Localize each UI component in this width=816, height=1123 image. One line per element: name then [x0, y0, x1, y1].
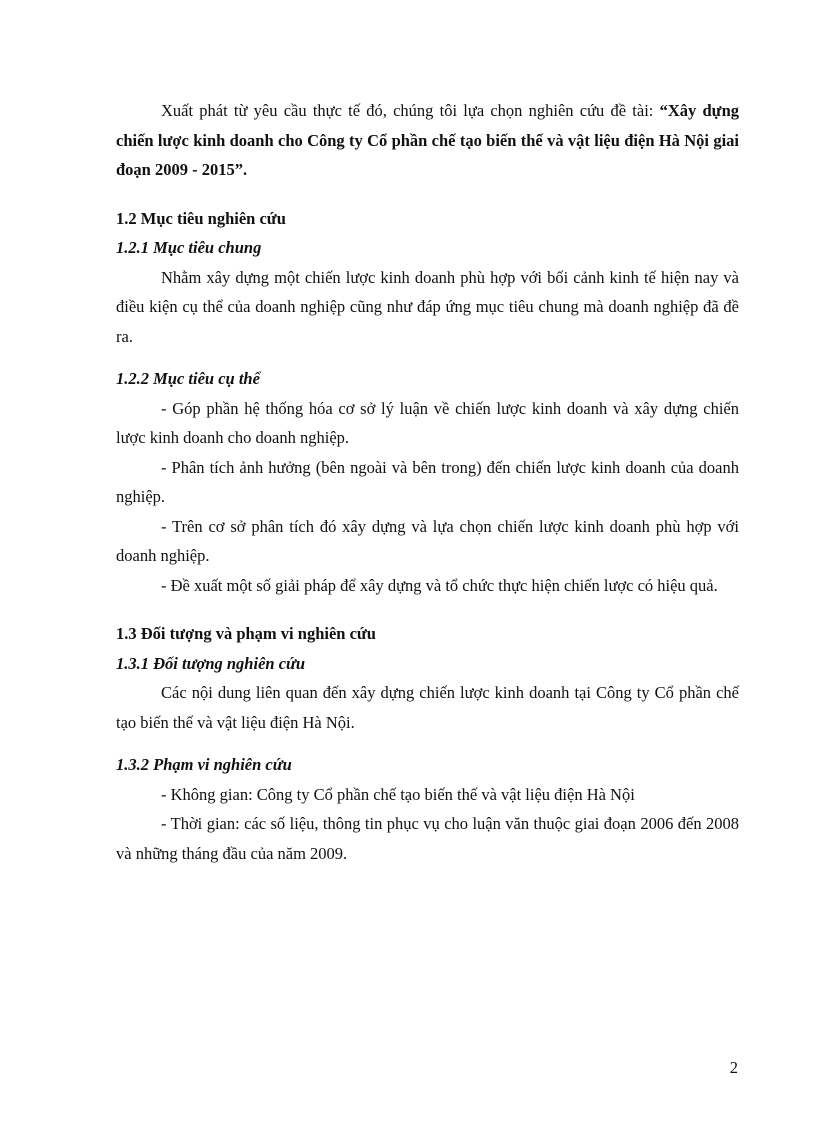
section-heading-1-2: 1.2 Mục tiêu nghiên cứu — [116, 208, 286, 228]
intro-paragraph — [116, 96, 739, 185]
specific-objective-item: - Trên cơ sở phân tích đó xây dựng và lựa chọn chiến lược kinh doanh phù hợp với doanh nghiệp. — [116, 516, 739, 565]
subsection-heading-1-2-2: 1.2.2 Mục tiêu cụ thể — [116, 369, 260, 388]
research-scope-item: - Thời gian: các số liệu, thông tin phục vụ cho luận văn thuộc giai đoạn 2006 đến 2008 và những tháng đầu của năm 2009. — [116, 814, 739, 863]
specific-objective-item: - Góp phần hệ thống hóa cơ sở lý luận về chiến lược kinh doanh và xây dựng chiến lược kinh doanh cho doanh nghiệp. — [116, 398, 739, 447]
thesis-title: “Xây dựng chiến lược kinh doanh cho Công ty Cổ phần chế tạo biến thế và vật liệu điện Hà Nội giai đoạn 2009 - 2015”. — [116, 101, 739, 179]
research-subject-text: Các nội dung liên quan đến xây dựng chiến lược kinh doanh tại Công ty Cổ phần chế tạo biến thế và vật liệu điện Hà Nội. — [116, 683, 739, 732]
general-objective-text: Nhằm xây dựng một chiến lược kinh doanh phù hợp với bối cảnh kinh tế hiện nay và điều kiện cụ thể của doanh nghiệp cũng như đáp ứng mục tiêu chung mà doanh nghiệp đã đề ra. — [116, 267, 739, 346]
page-number: 2 — [729, 1058, 738, 1077]
subsection-heading-1-3-1: 1.3.1 Đối tượng nghiên cứu — [116, 653, 306, 673]
section-heading-1-3: 1.3 Đối tượng và phạm vi nghiên cứu — [116, 624, 376, 643]
subsection-heading-1-3-2: 1.3.2 Phạm vi nghiên cứu — [116, 755, 292, 774]
specific-objective-item: - Phân tích ảnh hưởng (bên ngoài và bên trong) đến chiến lược kinh doanh của doanh nghiệp. — [116, 457, 739, 506]
document-page — [116, 96, 739, 868]
research-scope-item: - Không gian: Công ty Cổ phần chế tạo biến thế và vật liệu điện Hà Nội — [161, 784, 635, 804]
intro-lead: Xuất phát từ yêu cầu thực tế đó, chúng tôi lựa chọn nghiên cứu đề tài: — [161, 101, 654, 120]
subsection-heading-1-2-1: 1.2.1 Mục tiêu chung — [116, 238, 262, 257]
specific-objective-item: - Đề xuất một số giải pháp để xây dựng và tổ chức thực hiện chiến lược có hiệu quả. — [161, 575, 718, 595]
